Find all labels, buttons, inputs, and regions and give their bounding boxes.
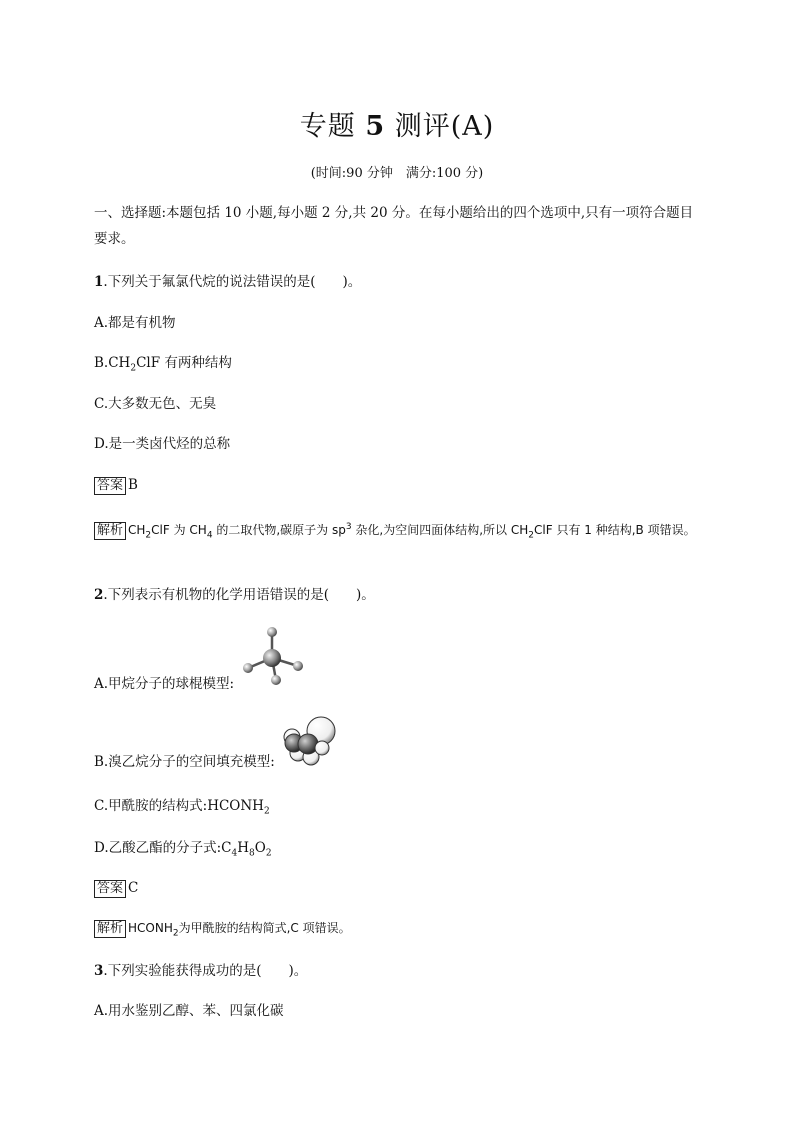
q1-exp-part: ClF 只有 1 种结构,B 项错误。	[534, 523, 696, 537]
analysis-label: 解析	[94, 522, 126, 540]
question-2-option-b: B.溴乙烷分子的空间填充模型:	[94, 754, 275, 770]
question-3-stem	[94, 961, 307, 981]
question-1-option-c: C.大多数无色、无臭	[94, 396, 217, 412]
question-1-stem	[94, 272, 361, 292]
title-prefix: 专题	[299, 111, 356, 142]
title-suffix: 测评(A)	[394, 111, 495, 142]
title-number: 5	[365, 111, 386, 142]
q1-b-sub: 2	[130, 363, 137, 374]
question-3-option-a: A.用水鉴别乙醇、苯、四氯化碳	[94, 1003, 284, 1019]
question-2-answer	[94, 878, 138, 898]
question-2-number: 2	[94, 587, 104, 603]
exam-time-score: (时间:90 分钟 满分:100 分)	[310, 166, 484, 181]
question-2-analysis	[94, 918, 351, 943]
question-1-text: .下列关于氟氯代烷的说法错误的是( )。	[103, 274, 362, 290]
question-2-text: .下列表示有机物的化学用语错误的是( )。	[103, 587, 375, 603]
q2-exp-part: 为甲酰胺的结构简式,C 项错误。	[178, 921, 351, 935]
q2-d-sub: 8	[249, 848, 255, 859]
q1-b-part2: ClF 有两种结构	[136, 355, 232, 371]
q1-exp-sub: 4	[206, 530, 213, 541]
q2-d-part: D.乙酸乙酯的分子式:C	[94, 840, 232, 856]
q1-exp-part: CH	[128, 523, 146, 537]
question-1-number: 1	[94, 274, 104, 290]
q2-exp-part: HCONH	[128, 921, 173, 935]
question-2-answer-value: C	[128, 880, 139, 896]
question-2-option-d	[94, 838, 272, 864]
methane-ball-stick-model	[238, 624, 310, 688]
q2-d-sub: 2	[265, 848, 272, 859]
q2-c-text: C.甲酰胺的结构式:HCONH	[94, 798, 264, 814]
question-2-option-a: A.甲烷分子的球棍模型:	[94, 676, 235, 692]
q2-d-sub: 4	[231, 848, 238, 859]
question-1-answer	[94, 475, 138, 495]
question-1-answer-value: B	[128, 477, 138, 493]
q1-exp-sub: 2	[528, 530, 535, 541]
question-2-analysis-text	[128, 921, 351, 939]
q1-b-part1: B.CH	[94, 355, 131, 371]
q1-exp-part: 杂化,为空间四面体结构,所以 CH	[351, 523, 529, 537]
question-2-stem	[94, 585, 375, 605]
question-2-option-c	[94, 796, 270, 822]
question-3-number: 3	[94, 963, 104, 979]
q1-exp-sup: 3	[345, 522, 352, 532]
answer-label: 答案	[94, 477, 126, 495]
q2-d-part: O	[254, 840, 266, 856]
q2-c-sub: 2	[263, 806, 270, 817]
question-1-option-b	[94, 353, 232, 379]
analysis-label: 解析	[94, 920, 126, 938]
bromoethane-space-filling-model	[278, 713, 340, 767]
question-1-option-a: A.都是有机物	[94, 315, 176, 331]
q2-exp-sub: 2	[172, 928, 179, 939]
q2-d-part: H	[237, 840, 250, 856]
question-3-text: .下列实验能获得成功的是( )。	[103, 963, 308, 979]
page-title	[0, 104, 794, 143]
q1-exp-part: ClF 为 CH	[151, 523, 207, 537]
answer-label: 答案	[94, 880, 126, 898]
question-1-analysis-text	[128, 522, 696, 541]
question-1-analysis	[94, 514, 700, 548]
q1-exp-sub: 2	[145, 530, 152, 541]
q1-exp-part: 的二取代物,碳原子为 sp	[212, 523, 346, 537]
question-1-option-d: D.是一类卤代烃的总称	[94, 436, 231, 452]
section-instructions: 一、选择题:本题包括 10 小题,每小题 2 分,共 20 分。在每小题给出的四个选项中,只有一项符合题目要求。	[94, 205, 694, 247]
